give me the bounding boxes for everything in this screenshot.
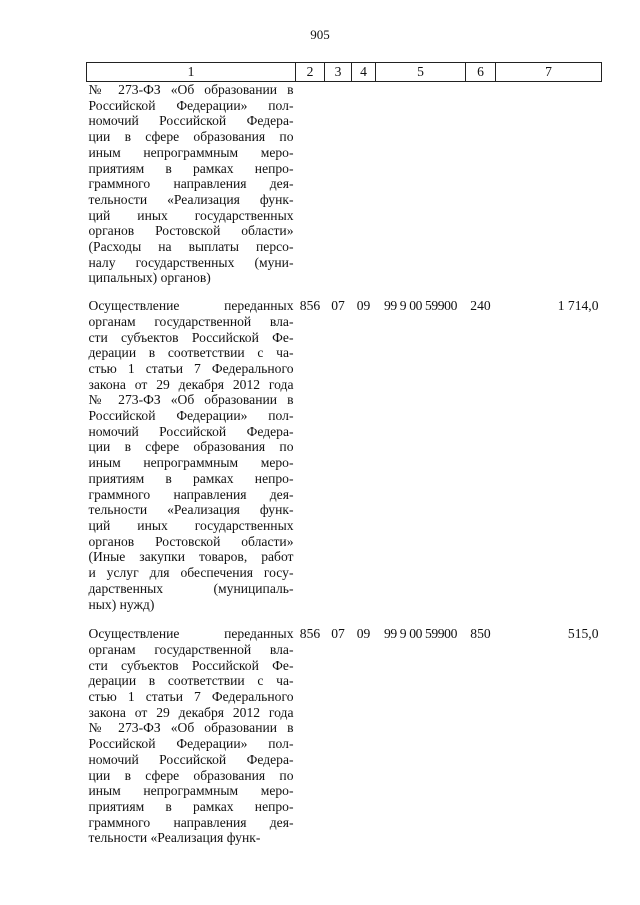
amount-cell: 1 714,0 — [557, 298, 599, 314]
description-line: Российской Федерации» пол- — [88, 97, 294, 113]
description-line: дерации в соответствии с ча- — [88, 345, 294, 361]
description-line: ции в сфере образования по — [88, 767, 294, 783]
section-code-cell: 07 — [331, 298, 345, 314]
description-cell — [87, 626, 296, 846]
column-header: 3 — [325, 63, 352, 82]
description-line: дарственных (муниципаль- — [88, 580, 294, 596]
table-row — [87, 82, 602, 299]
description-line: закона от 29 декабря 2012 года — [88, 704, 294, 720]
description-line: граммного направления дея- — [88, 176, 294, 192]
description-line: иным непрограммным меро- — [88, 144, 294, 160]
description-line: органов Ростовской области» — [88, 223, 294, 239]
description-line: ципальных) органов) — [88, 270, 211, 286]
table-header-row — [87, 63, 602, 82]
description-line: тельности «Реализация функ- — [88, 830, 261, 846]
description-line: номочий Российской Федера- — [88, 113, 294, 129]
ministry-code-cell: 856 — [299, 298, 321, 314]
description-line: сти субъектов Российской Фе- — [88, 657, 294, 673]
description-line: и услуг для обеспечения госу- — [88, 565, 294, 581]
description-line: ции в сфере образования по — [88, 129, 294, 145]
target-article-cell — [376, 82, 466, 299]
subsection-code-cell — [352, 82, 376, 299]
table-row — [87, 298, 602, 626]
column-header: 4 — [352, 63, 376, 82]
description-line: закона от 29 декабря 2012 года — [88, 376, 294, 392]
description-line: № 273-ФЗ «Об образовании в — [88, 392, 294, 408]
description-line: Российской Федерации» пол- — [88, 408, 294, 424]
description-line: тельности «Реализация функ- — [88, 502, 294, 518]
column-header: 7 — [496, 63, 602, 82]
description-line: Осуществление переданных — [88, 298, 294, 314]
description-line: органов Ростовской области» — [88, 533, 294, 549]
target-article-cell: 99 9 00 59900 — [384, 298, 457, 314]
subsection-code-cell: 09 — [356, 298, 371, 314]
description-line: сти субъектов Российской Фе- — [88, 329, 294, 345]
subsection-code-cell: 09 — [356, 626, 371, 642]
description-line: стью 1 статьи 7 Федерального — [88, 689, 294, 705]
description-line: граммного направления дея- — [88, 486, 294, 502]
expense-type-cell: 850 — [470, 626, 491, 642]
expense-type-cell: 240 — [470, 298, 491, 314]
description-cell — [87, 82, 296, 299]
column-header: 1 — [87, 63, 296, 82]
description-line: органам государственной вла- — [88, 313, 294, 329]
column-header: 6 — [466, 63, 496, 82]
description-line: № 273-ФЗ «Об образовании в — [88, 82, 294, 97]
budget-table — [86, 62, 602, 846]
description-line: приятиям в рамках непро- — [88, 470, 294, 486]
description-line: стью 1 статьи 7 Федерального — [88, 360, 294, 376]
description-line: номочий Российской Федера- — [88, 423, 294, 439]
column-header: 2 — [296, 63, 325, 82]
description-line: № 273-ФЗ «Об образовании в — [88, 720, 294, 736]
description-line: дерации в соответствии с ча- — [88, 673, 294, 689]
table-body — [87, 82, 602, 847]
description-line: Российской Федерации» пол- — [88, 736, 294, 752]
description-line: иным непрограммным меро- — [88, 455, 294, 471]
ministry-code-cell: 856 — [299, 626, 321, 642]
description-line: тельности «Реализация функ- — [88, 191, 294, 207]
description-line: налу государственных (муни- — [88, 254, 294, 270]
column-header: 5 — [376, 63, 466, 82]
table-row — [87, 626, 602, 846]
amount-cell: 515,0 — [567, 626, 599, 642]
description-line: иным непрограммным меро- — [88, 783, 294, 799]
description-line: (Расходы на выплаты персо- — [88, 239, 294, 255]
description-line: ций иных государственных — [88, 207, 294, 223]
description-cell — [87, 298, 296, 626]
amount-cell — [496, 82, 602, 299]
description-line: (Иные закупки товаров, работ — [88, 549, 294, 565]
description-line: органам государственной вла- — [88, 641, 294, 657]
description-line: приятиям в рамках непро- — [88, 160, 294, 176]
description-line: ций иных государственных — [88, 517, 294, 533]
target-article-cell: 99 9 00 59900 — [384, 626, 457, 642]
ministry-code-cell — [296, 82, 325, 299]
description-line: приятиям в рамках непро- — [88, 798, 294, 814]
description-line: номочий Российской Федера- — [88, 751, 294, 767]
section-code-cell: 07 — [331, 626, 345, 642]
description-line: граммного направления дея- — [88, 814, 294, 830]
expense-type-cell — [466, 82, 496, 299]
description-line: ции в сфере образования по — [88, 439, 294, 455]
description-line: ных) нужд) — [88, 596, 155, 612]
page-number: 905 — [310, 27, 330, 42]
section-code-cell — [325, 82, 352, 299]
description-line: Осуществление переданных — [88, 626, 294, 642]
